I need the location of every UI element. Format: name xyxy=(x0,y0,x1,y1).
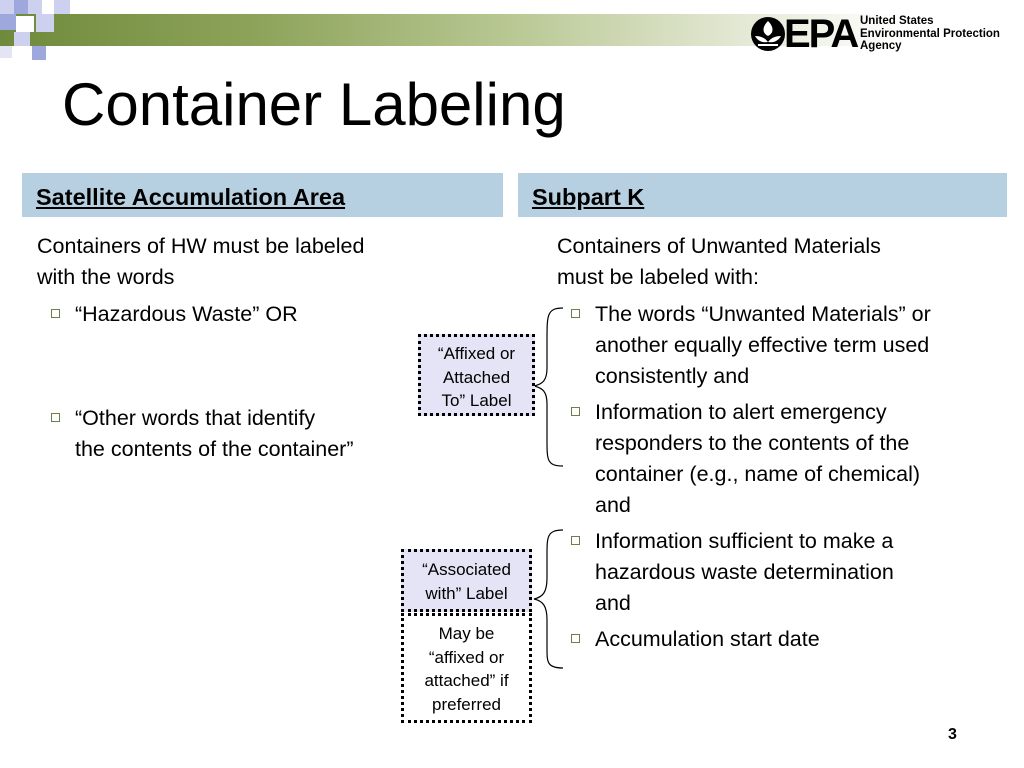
left-intro: Containers of HW must be labeled with the words xyxy=(37,234,365,289)
affixed-label-callout: “Affixed or Attached To” Label xyxy=(418,334,535,416)
right-intro: Containers of Unwanted Materials must be labeled with: xyxy=(557,234,881,289)
epa-agency-name: United States Environmental Protection Agency xyxy=(860,15,1000,52)
epa-letters: EPA xyxy=(784,12,858,56)
may-be-affixed-callout: May be “affixed or attached” if preferred xyxy=(401,613,532,723)
associated-label-callout: “Associated with” Label xyxy=(401,549,532,612)
right-column-header: Subpart K xyxy=(518,173,1007,217)
page-title: Container Labeling xyxy=(62,71,566,138)
page-number: 3 xyxy=(948,726,957,743)
left-column-header: Satellite Accumulation Area xyxy=(22,173,503,217)
